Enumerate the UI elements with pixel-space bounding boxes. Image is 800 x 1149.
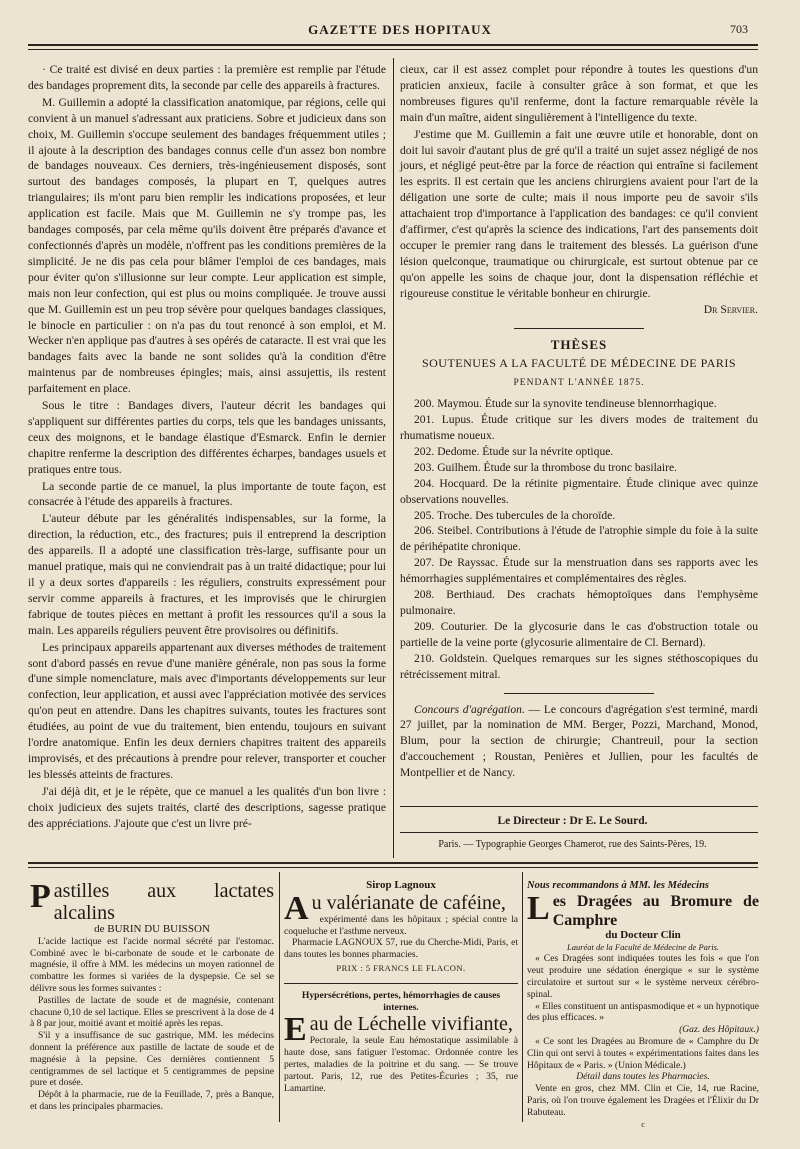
page-header-title: GAZETTE DES HOPITAUX	[308, 22, 492, 37]
left-paragraph: J'ai déjà dit, et je le répète, que ce manuel a les qualités d'un bon livre : choix judicieux des sujets traités, clarté des descriptions, sagesse pratique des appréciations. J'ajoute que c'est un livre pré-	[28, 784, 386, 830]
ad-paragraph: Pectorale, la seule Eau hémostatique assimilable à haute dose, sans fatiguer l'estomac. Ordonnée contre les pertes, maladies de la poitrine et du sang. — Se trouve partout. Paris, 12, rue des Petites-Écuries ; 35, rue Lamartine.	[284, 1035, 518, 1094]
ads-rule-top	[28, 862, 758, 864]
list-item: 200. Maymou. Étude sur la synovite tendineuse blennorrhagique.	[414, 397, 717, 411]
right-paragraph: J'estime que M. Guillemin a fait une œuvre utile et honorable, dont on doit lui savoir d'autant plus de gré qu'il a traité un sujet assez négligé de nos jours, et négligé peut-être par la force de réaction qui entraîne si facilement les esprits. Il est certain que les anciens chirurgiens avaient pour l'art de la déligation une sorte de culte; mais il nous importe peu de savoir s'ils attachaient trop d'importance à l'application des bandages: ce qu'il convient d'affirmer, c'est qu'après la science des indications, l'art des pansements doit occuper le premier rang dans le traitement des blessés. La guérison d'une lésion quelconque, traumatique ou chirurgicale, est surtout obtenue par ce qu'on appelle les soins de chaque jour, dont la dispensation réfléchie et rigoureuse constitue le véritable bonheur en chirurgie.	[400, 127, 758, 300]
list-item: 202. Dedome. Étude sur la névrite optique.	[414, 444, 614, 458]
ad-sirop-lagnoux	[284, 880, 518, 1094]
left-paragraph: La seconde partie de ce manuel, la plus importante de toute façon, est consacrée à l'étude des appareils à fractures.	[28, 479, 386, 509]
ad-intro: Nous recommandons à MM. les Médecins	[527, 880, 710, 891]
list-item: 207. De Rayssac. Étude sur la menstruation dans ses rapports avec les hémorrhagies supplémentaires et complémentaires des règles.	[400, 556, 758, 586]
list-item: 201. Lupus. Étude critique sur les divers modes de traitement du rhumatisme noueux.	[400, 413, 758, 443]
ad-title: Eau de Léchelle vivifiante,	[284, 1011, 513, 1049]
theses-period: PENDANT L'ANNÉE 1875.	[513, 378, 645, 389]
signature: Dr Servier.	[703, 302, 758, 316]
list-item: 208. Berthiaud. Des crachats hémoptoïques dans l'emphysème pulmonaire.	[400, 588, 758, 617]
list-item: 205. Troche. Des tubercules de la choroïde.	[414, 508, 616, 522]
ad-subtitle: de BURIN DU BUISSON	[94, 923, 210, 935]
theses-title: THÈSES	[550, 336, 608, 352]
concours-text: — Le concours d'agrégation s'est terminé, mardi 27 juillet, par la nomination de MM. Berger, Pozzi, Marchand, Monod, Blum, pour la section de chirurgie; Chantreuil, pour la section d'accouchement ; Roustan, Penières et Jullien, pour les facultés de Montpellier et de Nancy.	[400, 702, 759, 780]
header-rule	[28, 44, 758, 46]
drop-cap: E	[284, 1011, 307, 1049]
ad-paragraph: Dépôt à la pharmacie, rue de la Feuillade, 7, près a Banque, et dans les principales pharmacies.	[30, 1089, 274, 1112]
ad-paragraph: « Ces Dragées sont indiquées toutes les fois « que l'on veut produire une sédation énergique « sur le système circulatoire et surtout sur « le système nerveux cérébro-spinal.	[527, 953, 759, 1000]
theses-subtitle: SOUTENUES A LA FACULTÉ DE MÉDECINE DE PARIS	[421, 356, 737, 371]
ad-pastilles	[30, 880, 274, 1113]
ad-paragraph: « Ce sont les Dragées au Bromure de « Camphre du Dr Clin qui ont servi à toutes « expérimentations faites dans les Hôpitaux de « Paris. » (Union Médicale.)	[527, 1035, 759, 1071]
drop-cap: P	[30, 878, 51, 915]
concours-heading: Concours d'agrégation.	[414, 702, 525, 716]
ad-subtitle: du Docteur Clin	[605, 928, 681, 941]
right-column	[400, 62, 758, 781]
ad-title: Au valérianate de caféine,	[284, 889, 506, 927]
left-paragraph: M. Guillemin a adopté la classification anatomique, par régions, celle qui convient à un manuel s'adressant aux praticiens. Sobre et judicieux dans son choix, M. Guillemin s'occupe seulement des bandages fréquemment utiles ; il ajoute à la description des bandages connus celle d'un assez bon nombre de bandages nouveaux. Ces derniers, très-ingénieusement disposés, sont surtout des bandages composés, la plupart en T, quelques autres triangulaires; ils m'ont paru bien remplir les indications proposées, et leur application est facile. Mais que M. Guillemin ne s'y trompe pas, les bandages composés, par cela même qu'ils doivent être préparés d'avance et confectionnés d'après un modèle, n'offrent pas les conditions premières de la simplicité. Je ne dis pas cela pour blâmer l'emploi de ces bandages, mais pour éviter qu'on s'illusionne sur leur compte. Leur application est simple, mais non leur confection, qui est plus ou moins compliquée. Je trouve aussi que M. Guillemin est un peu trop sévère pour quelques bandages classiques, le binocle en particulier : on n'a pas du tout renoncé à son emploi, et M. Wecker n'en applique pas d'autres à ses opérés de cataracte. Il est vrai que les bandages faits avec la bande ne sont solides qu'à la condition d'être maintenus par de nombreuses épingles; mais, ainsi assujettis, ils restent parfaitement en place.	[28, 95, 386, 396]
ad-price: PRIX : 5 FRANCS LE FLACON.	[336, 962, 466, 973]
section-divider	[504, 693, 654, 694]
left-paragraph: Sous le titre : Bandages divers, l'auteur décrit les bandages qui s'appliquent sur différentes parties du corps, tels que les bandages unissants, ceux des moignons, et le bandage élastique d'Esmarck. Enfin le dernier chapitre renferme la description des différentes écharpes, bandages usuels et pratiques entre tous.	[28, 399, 386, 476]
list-item: 204. Hocquard. De la rétinite pigmentaire. Étude clinique avec quinze observations nouvelles.	[400, 476, 758, 506]
ad-paragraph: expérimenté dans les hôpitaux ; spécial contre la coqueluche et l'asthme nerveux.	[284, 913, 518, 937]
director-line: Le Directeur : Dr E. Le Sourd.	[497, 815, 648, 827]
drop-cap: A	[284, 889, 309, 927]
list-item: 203. Guilhem. Étude sur la thrombose du tronc basilaire.	[414, 460, 678, 474]
theses-list	[400, 396, 758, 682]
ad-citation: (Gaz. des Hôpitaux.)	[679, 1024, 759, 1036]
director-rule	[400, 806, 758, 807]
drop-cap: L	[527, 889, 550, 927]
left-column	[28, 62, 386, 832]
printer-line: Paris. — Typographie Georges Chamerot, rue des Saints-Pères, 19.	[438, 839, 707, 850]
ad-divider	[522, 872, 523, 1122]
left-paragraph: · Ce traité est divisé en deux parties : la première est remplie par l'étude des bandages proprement dits, la seconde par celle des appareils à fractures.	[28, 63, 386, 92]
ad-footer-mark: c	[641, 1119, 645, 1129]
list-item: 209. Couturier. De la glycosurie dans le cas d'obstruction totale ou partielle de la veine porte (glycosurie alimentaire de Cl. Bernard).	[400, 619, 758, 649]
ad-dragees-clin	[527, 880, 759, 1130]
ads-rule-top-thin	[28, 867, 758, 868]
ad-paragraph: Vente en gros, chez MM. Clin et Cie, 14, rue Racine, Paris, où l'on trouve également les Dragées et l'Élixir du Dr Rabuteau.	[527, 1083, 759, 1118]
ad-title: Les Dragées au Bromure de Camphre	[527, 889, 759, 929]
ad-detail: Détail dans toutes les Pharmacies.	[576, 1071, 710, 1083]
ad-title: Pastilles aux lactates alcalins	[30, 878, 274, 924]
ad-paragraph: « Elles constituent un antispasmodique et « un hypnotique des plus efficaces. »	[527, 1000, 759, 1024]
ad-paragraph: Pastilles de lactate de soude et de magnésie, contenant chacune 0,10 de sel lactique. Elles se prescrivent à la dose de 4 à 8 par jour, moitié avant et moitié après les repas.	[30, 994, 274, 1030]
ad-laureate: Lauréat de la Faculté de Médecine de Paris.	[566, 941, 719, 952]
left-paragraph: Les principaux appareils appartenant aux diverses méthodes de traitement sont d'abord passés en revue d'une manière générale, non pas sous la forme d'une simple nomenclature, mais avec d'importants développements sur leur confection, leur application, et aussi avec l'appréciation motivée des services qu'on peut en attendre. Dans les chapitres suivants, toutes les fractures sont étudiées, au point de vue du traitement, bien entendu, toujours en suivant l'ordre anatomique. Enfin les deux derniers chapitres traitent des appareils improvisés, et des précautions à prendre pour relever, transporter et coucher les blessés atteints de fractures.	[28, 640, 386, 781]
ad-heading: Sirop Lagnoux	[366, 879, 436, 891]
list-item: 210. Goldstein. Quelques remarques sur les signes stéthoscopiques du rétrécissement mitral.	[400, 651, 758, 681]
header-rule-thin	[28, 49, 758, 50]
ad-paragraph: L'acide lactique est l'acide normal sécrété par l'estomac. Combiné avec le bi-carbonate de soude et le carbonate de magnésie, il offre à MM. les médecins un moyen rationnel de combattre les formes si variées de la dyspepsie. Ce sel se délivre sous les formes suivantes :	[30, 935, 274, 994]
concours-paragraph	[400, 702, 758, 782]
ad-divider	[279, 872, 280, 1122]
column-divider	[393, 58, 394, 858]
right-paragraph: cieux, car il est assez complet pour répondre à toutes les questions d'un praticien anxieux, facile à consulter grâce à son format, et que les nombreuses figures qu'il renferme, dont la facture remarquable révèle la main d'un maître, aident singulièrement à l'intelligence du texte.	[400, 63, 758, 124]
director-rule-bottom	[400, 832, 758, 833]
ad-paragraph: Pharmacie LAGNOUX 57, rue du Cherche-Midi, Paris, et dans toutes les bonnes pharmacies.	[284, 937, 518, 961]
left-paragraph: L'auteur débute par les généralités indispensables, sur la forme, la direction, la réduction, etc., des fractures; puis il entreprend la description des appareils. Il a adopté une classification très-large, suffisante pour un manuel pratique, mais qui ne conviendrait pas à un traité didactique; pour lui il y a deux sortes d'appareils : les réguliers, construits expressément pour servir comme appareils à fractures, et les improvisés que le chirurgien fabrique de toutes pièces en mettant à profit les ressources qu'il a sous la main. Les appareils réguliers peuvent être provisoires ou définitifs.	[28, 512, 386, 637]
ad-divider-h	[284, 983, 518, 984]
list-item: 206. Steibel. Contributions à l'étude de l'atrophie simple du foie à la suite de périhépatite chronique.	[400, 524, 758, 554]
section-divider	[514, 328, 644, 329]
ad-heading: Hypersécrétions, pertes, hémorrhagies de causes internes.	[301, 989, 501, 1013]
ad-paragraph: S'il y a insuffisance de suc gastrique, MM. les médecins donnent la préférence aux pastille de lactate de soude et de magnésie à la pepsine. Ces dernières contiennent 5 centigrammes de sel lactique et 5 centigrammes de pepsine pure et dosée.	[30, 1030, 274, 1089]
page-number: 703	[730, 22, 748, 36]
